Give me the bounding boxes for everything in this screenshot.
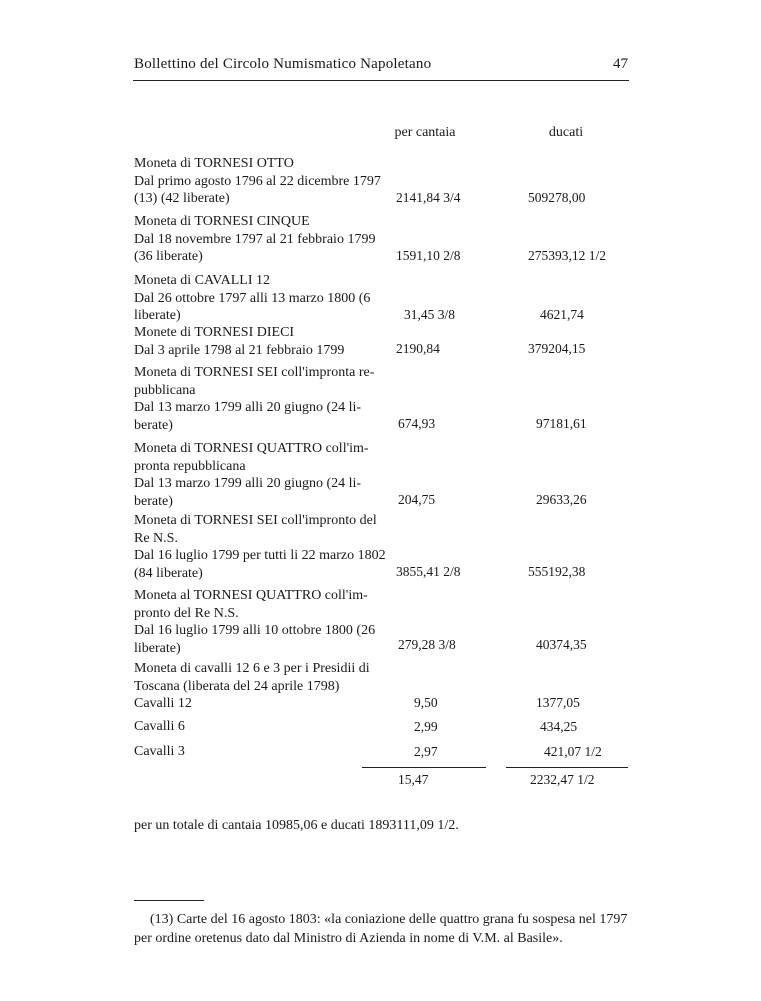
description-line: Cavalli 12 xyxy=(134,696,192,712)
description-line: berate) xyxy=(134,417,173,433)
description-line: liberate) xyxy=(134,308,181,324)
description-line: Dal 16 luglio 1799 alli 10 ottobre 1800 (26 xyxy=(134,623,376,639)
cantaia-value: 1591,10 2/8 xyxy=(396,248,461,263)
summary-sentence: per un totale di cantaia 10985,06 e ducati 1893111,09 1/2. xyxy=(134,818,459,833)
description-line: Dal primo agosto 1796 al 22 dicembre 1797 xyxy=(134,173,381,189)
journal-title: Bollettino del Circolo Numismatico Napoletano xyxy=(134,56,432,72)
description-line: (36 liberate) xyxy=(134,249,203,265)
entry-description xyxy=(134,512,386,582)
cantaia-value: 2,99 xyxy=(414,719,438,734)
cantaia-value: 2190,84 xyxy=(396,341,440,356)
column-header-cantaia: per cantaia xyxy=(394,125,456,140)
description-line: Dal 18 novembre 1797 al 21 febbraio 1799 xyxy=(134,231,376,247)
description-line: Dal 16 luglio 1799 per tutti li 22 marzo 1802 xyxy=(134,548,386,564)
ducati-value: 421,07 1/2 xyxy=(544,744,602,759)
ducati-value: 4621,74 xyxy=(540,307,584,322)
description-line: Moneta di cavalli 12 6 e 3 per i Presidii di xyxy=(134,661,370,676)
footnote-line: (13) Carte del 16 agosto 1803: «la coniazione delle quattro grana fu sospesa nel 1797 xyxy=(150,912,628,927)
ducati-value: 275393,12 1/2 xyxy=(528,248,607,263)
cantaia-value: 2141,84 3/4 xyxy=(396,190,461,205)
ducati-value: 434,25 xyxy=(540,719,578,734)
entry-description xyxy=(134,440,370,510)
ducati-value: 1377,05 xyxy=(536,695,580,710)
entry-description xyxy=(134,743,370,761)
total-rule-cantaia xyxy=(362,767,486,768)
description-line: Moneta di TORNESI CINQUE xyxy=(134,214,310,229)
total-rule-ducati xyxy=(506,767,628,768)
description-line: pubblicana xyxy=(134,382,196,398)
ducati-value: 555192,38 xyxy=(528,564,586,579)
footnote-rule xyxy=(134,900,204,901)
ducati-value: 379204,15 xyxy=(528,341,586,356)
ducati-value: 509278,00 xyxy=(528,190,586,205)
description-line: Moneta di TORNESI SEI coll'impronto del xyxy=(134,513,377,528)
description-line: Moneta al TORNESI QUATTRO coll'im- xyxy=(134,588,368,603)
description-line: Dal 3 aprile 1798 al 21 febbraio 1799 xyxy=(134,342,345,358)
cantaia-value: 2,97 xyxy=(414,744,438,759)
total-ducati: 2232,47 1/2 xyxy=(530,772,595,787)
ducati-value: 97181,61 xyxy=(536,416,587,431)
entry-description xyxy=(134,272,370,325)
cantaia-value: 9,50 xyxy=(414,695,438,710)
description-line: Moneta di CAVALLI 12 xyxy=(134,273,270,288)
entry-description xyxy=(134,155,381,208)
description-line: pronta repubblicana xyxy=(134,458,246,474)
entry-description xyxy=(134,213,376,266)
ducati-value: 29633,26 xyxy=(536,492,587,507)
footnote-line: per ordine oretenus dato dal Ministro di Azienda in nome di V.M. al Basile». xyxy=(134,931,563,946)
description-line: berate) xyxy=(134,493,173,509)
description-line: liberate) xyxy=(134,640,181,656)
cantaia-value: 204,75 xyxy=(398,492,436,507)
entry-description xyxy=(134,660,370,713)
description-line: Moneta di TORNESI SEI coll'impronta re- xyxy=(134,365,375,380)
description-line: (84 liberate) xyxy=(134,565,203,581)
description-line: Monete di TORNESI DIECI xyxy=(134,325,295,340)
description-line: Dal 13 marzo 1799 alli 20 giugno (24 li- xyxy=(134,400,362,416)
description-line: Moneta di TORNESI OTTO xyxy=(134,156,294,171)
header-rule xyxy=(133,80,629,81)
column-header-ducati: ducati xyxy=(548,125,584,140)
cantaia-value: 31,45 3/8 xyxy=(404,307,456,322)
entry-description xyxy=(134,324,370,359)
description-line: (13) (42 liberate) xyxy=(134,191,230,207)
description-line: Re N.S. xyxy=(134,530,178,546)
ducati-value: 40374,35 xyxy=(536,637,587,652)
description-line: Dal 13 marzo 1799 alli 20 giugno (24 li- xyxy=(134,476,362,492)
description-line: Cavalli 3 xyxy=(134,744,185,759)
page-number: 47 xyxy=(613,56,628,72)
footnote xyxy=(134,910,630,948)
entry-description xyxy=(134,718,370,736)
entry-description xyxy=(134,587,376,657)
description-line: Toscana (liberata del 24 aprile 1798) xyxy=(134,678,340,694)
cantaia-value: 674,93 xyxy=(398,416,436,431)
entry-description xyxy=(134,364,375,434)
description-line: Cavalli 6 xyxy=(134,719,185,734)
total-cantaia: 15,47 xyxy=(398,772,429,787)
description-line: Dal 26 ottobre 1797 alli 13 marzo 1800 (6 xyxy=(134,290,371,306)
description-line: Moneta di TORNESI QUATTRO coll'im- xyxy=(134,441,369,456)
cantaia-value: 3855,41 2/8 xyxy=(396,564,461,579)
description-line: pronto del Re N.S. xyxy=(134,605,239,621)
cantaia-value: 279,28 3/8 xyxy=(398,637,456,652)
running-header xyxy=(134,56,630,78)
